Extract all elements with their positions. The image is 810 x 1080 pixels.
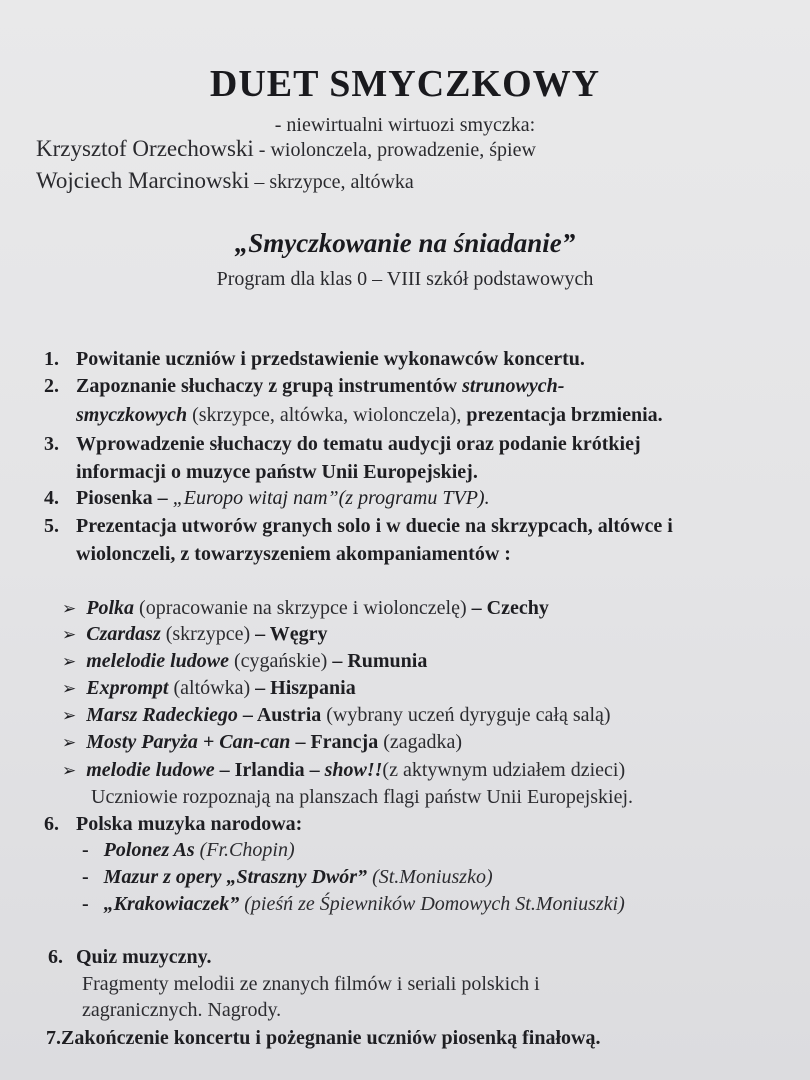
bullet-continuation: Uczniowie rozpoznają na planszach flagi państw Unii Europejskiej. [91,786,634,808]
piece-country: – Węgry [255,623,328,645]
item-text: Powitanie uczniów i przedstawienie wykonawców koncertu. [76,348,585,370]
item-number: 3. [44,433,59,455]
piece-composer: (Fr.Chopin) [194,839,295,861]
item-text: Prezentacja utworów granych solo i w duecie na skrzypcach, altówce i [76,515,673,537]
piece-title: Mosty Paryża + Can-can [86,731,291,753]
program-title: „Smyczkowanie na śniadanie” [234,228,576,258]
musician-name: Krzysztof Orzechowski [36,136,254,161]
polish-piece-polonez [82,839,295,862]
piece-note: (opracowanie na skrzypce i wiolonczelę) [134,597,472,619]
piece-title: Marsz Radeckiego [86,704,238,726]
piece-country: – Irlandia – [214,759,325,781]
item-text: Quiz muzyczny. [76,946,212,968]
document-subtitle: - niewirtualni wirtuozi smyczka: [274,114,536,136]
item-number: 1. [44,348,59,370]
polish-piece-krakowiaczek [82,893,625,916]
piece-note: (wybrany uczeń dyryguje całą salą) [321,704,611,726]
musician-role: - wiolonczela, prowadzenie, śpiew [253,139,536,161]
bullet-czardasz [62,623,328,646]
piece-note: (skrzypce) [160,623,256,645]
polish-piece-mazur [82,866,493,889]
quiz-description-line-2: zagranicznych. Nagrody. [82,999,282,1021]
arrow-icon: ➢ [62,652,77,671]
quiz-description-line-1: Fragmenty melodii ze znanych filmów i seriali polskich i [82,973,540,995]
item-number: 2. [44,375,59,397]
item-number: 6. [44,813,59,835]
piece-note: (zagadka) [378,731,463,753]
piece-title: Czardasz [86,623,161,645]
item-text: smyczkowych [76,404,188,426]
piece-highlight: show!! [324,759,383,781]
item-ending: 7.Zakończenie koncertu i pożegnanie uczniów piosenką finałową. [46,1027,601,1049]
piece-country: – Czechy [471,597,549,619]
bullet-marsz-radeckiego [62,704,611,727]
arrow-icon: ➢ [62,679,77,698]
item-text: strunowych- [462,375,565,397]
piece-title: melodie ludowe [86,759,215,781]
piece-title: Polka [86,597,135,619]
arrow-icon: ➢ [62,625,77,644]
item-text: (skrzypce, altówka, wiolonczela), [187,404,467,426]
arrow-icon: ➢ [62,706,77,725]
item-number: 4. [44,487,59,509]
piece-country: – Francja [290,731,379,753]
bullet-exprompt [62,677,356,700]
item-3 [44,433,641,456]
bullet-mosty-paryza [62,731,462,754]
dash-icon: - [82,893,89,915]
piece-composer: (St.Moniuszko) [367,866,493,888]
piece-note: (altówka) [168,677,256,699]
musician-role: – skrzypce, altówka [249,171,414,193]
piece-country: – Rumunia [332,650,428,672]
piece-title: „Krakowiaczek” [103,893,240,915]
piece-note: (cygańskie) [229,650,333,672]
item-text: Piosenka – [76,487,173,509]
piece-composer: (pieśń ze Śpiewników Domowych St.Moniuszki) [239,893,625,915]
item-number: 6. [48,946,63,968]
piece-country: – Austria [237,704,322,726]
document-title: DUET SMYCZKOWY [209,63,601,105]
arrow-icon: ➢ [62,599,77,618]
musician-name: Wojciech Marcinowski [36,168,250,193]
item-text: „Europo witaj nam”(z programu TVP). [172,487,490,509]
item-3-continued: informacji o muzyce państw Unii Europejskiej. [76,461,478,483]
arrow-icon: ➢ [62,733,77,752]
item-2 [44,375,564,398]
item-text: Polska muzyka narodowa: [76,813,303,835]
piece-title: Mazur z opery „Straszny Dwór” [103,866,368,888]
item-1 [44,348,585,371]
item-5 [44,515,673,538]
piece-note: (z aktywnym udziałem dzieci) [382,759,626,781]
item-quiz [48,946,212,969]
musician-1 [36,136,536,162]
bullet-melodie-cyganskie [62,650,427,673]
item-4 [44,487,490,510]
dash-icon: - [82,839,89,861]
item-text: prezentacja brzmienia. [466,404,663,426]
bullet-melodie-irlandia [62,759,625,782]
item-6 [44,813,302,836]
item-2-continued [76,404,663,427]
piece-title: Exprompt [86,677,169,699]
item-5-continued: wiolonczeli, z towarzyszeniem akompaniamentów : [76,543,511,565]
piece-country: – Hiszpania [255,677,356,699]
piece-title: Polonez As [103,839,195,861]
piece-title: melelodie ludowe [86,650,230,672]
musician-2 [36,168,414,194]
item-text: Wprowadzenie słuchaczy do tematu audycji oraz podanie krótkiej [76,433,641,455]
arrow-icon: ➢ [62,761,77,780]
dash-icon: - [82,866,89,888]
item-number: 5. [44,515,59,537]
item-text: Zapoznanie słuchaczy z grupą instrumentów [76,375,463,397]
bullet-polka [62,597,549,620]
program-subtitle: Program dla klas 0 – VIII szkół podstawowych [216,268,594,290]
